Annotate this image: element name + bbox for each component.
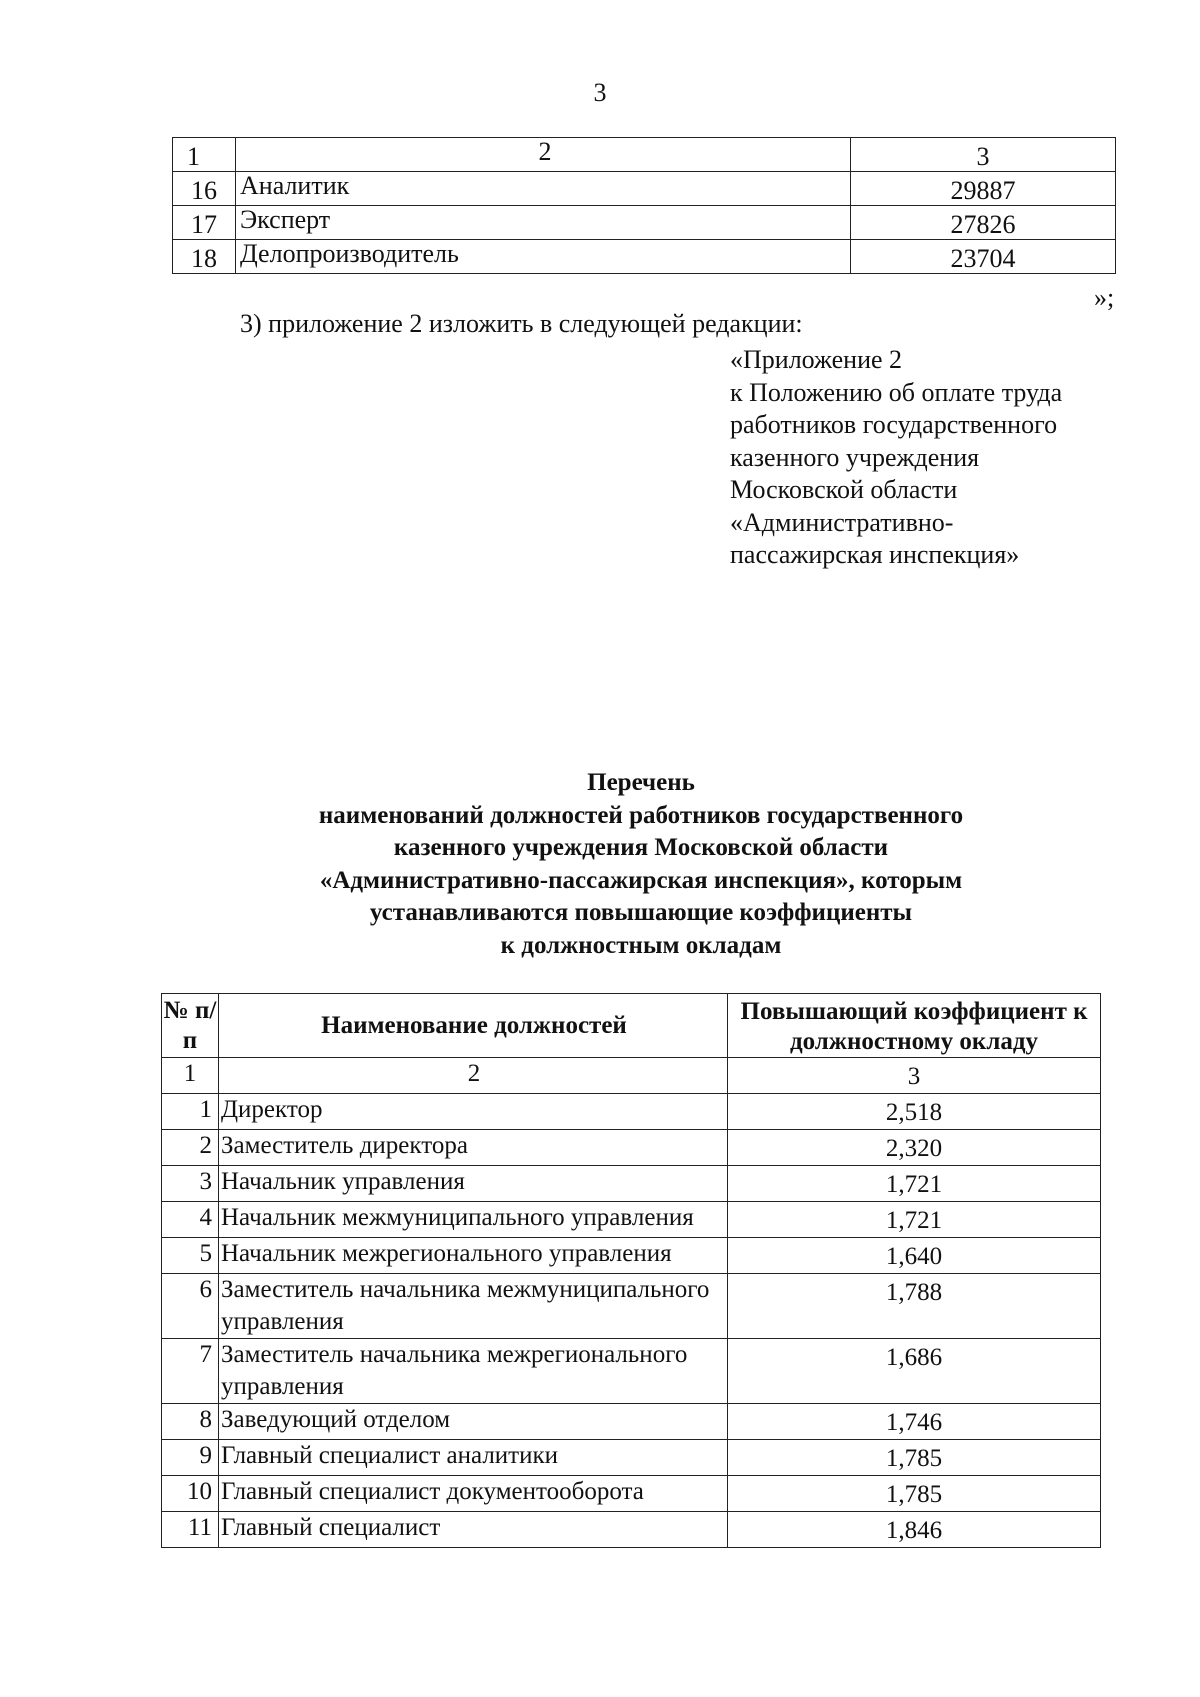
position-name: Заведующий отделом [219, 1404, 728, 1440]
table-row [162, 1339, 1101, 1404]
table-row [162, 1166, 1101, 1202]
heading-line: казенного учреждения Московской области [393, 834, 889, 861]
coefficient-value: 1,788 [728, 1274, 1101, 1339]
table-header-row [173, 138, 1116, 172]
coefficient-value: 1,846 [728, 1512, 1101, 1548]
header-coefficient: Повышающий коэффициент к должностному окладу [728, 994, 1101, 1058]
column-index-1: 1 [173, 138, 236, 172]
position-name: Главный специалист [219, 1512, 728, 1548]
row-number: 5 [162, 1238, 219, 1274]
amendment-instruction: 3) приложение 2 изложить в следующей редакции: [240, 309, 803, 338]
coefficient-value: 1,640 [728, 1238, 1101, 1274]
row-number: 6 [162, 1274, 219, 1339]
position-name: Директор [219, 1094, 728, 1130]
coefficient-value: 1,785 [728, 1440, 1101, 1476]
coefficient-value: 1,721 [728, 1202, 1101, 1238]
position-name: Заместитель начальника межмуниципального управления [219, 1274, 728, 1339]
heading-line: «Административно-пассажирская инспекция», которым [319, 866, 963, 894]
table-row [173, 206, 1116, 240]
table-header-row [162, 994, 1101, 1058]
appendix-line: Московской области [730, 475, 958, 504]
coefficient-value: 1,746 [728, 1404, 1101, 1440]
row-number: 11 [162, 1512, 219, 1548]
table-row [162, 1094, 1101, 1130]
table-row [173, 240, 1116, 274]
header-number: № п/п [162, 994, 219, 1058]
row-number: 8 [162, 1404, 219, 1440]
row-number: 18 [173, 240, 236, 274]
coefficient-value: 1,686 [728, 1339, 1101, 1404]
position-name: Аналитик [236, 172, 851, 206]
salary-value: 27826 [851, 206, 1116, 240]
appendix-line: «Административно- [730, 507, 954, 537]
table-row [162, 1440, 1101, 1476]
table-row [162, 1202, 1101, 1238]
appendix-line: к Положению об оплате труда [730, 377, 1063, 407]
row-number: 2 [162, 1130, 219, 1166]
position-name: Главный специалист документооборота [219, 1476, 728, 1512]
appendix-reference [730, 344, 1062, 572]
appendix-line: пассажирская инспекция» [730, 540, 1020, 569]
coefficient-value: 2,320 [728, 1130, 1101, 1166]
position-name: Заместитель директора [219, 1130, 728, 1166]
row-number: 1 [162, 1094, 219, 1130]
row-number: 3 [162, 1166, 219, 1202]
column-index-2: 2 [236, 138, 851, 172]
table-row [162, 1512, 1101, 1548]
row-number: 9 [162, 1440, 219, 1476]
table-row [162, 1404, 1101, 1440]
position-name: Начальник межрегионального управления [219, 1238, 728, 1274]
position-name: Начальник межмуниципального управления [219, 1202, 728, 1238]
heading-line: Перечень [587, 769, 695, 796]
heading-line: к должностным окладам [500, 931, 782, 959]
row-number: 10 [162, 1476, 219, 1512]
heading-line: наименований должностей работников государственного [318, 801, 964, 829]
table-row [162, 1238, 1101, 1274]
table-row [162, 1130, 1101, 1166]
document-heading [0, 767, 1200, 962]
row-number: 16 [173, 172, 236, 206]
row-number: 7 [162, 1339, 219, 1404]
coefficient-value: 2,518 [728, 1094, 1101, 1130]
closing-quote: »; [1094, 283, 1115, 312]
header-position-name: Наименование должностей [219, 994, 728, 1058]
table-row [173, 172, 1116, 206]
table-row [162, 1476, 1101, 1512]
salary-value: 23704 [851, 240, 1116, 274]
row-number: 17 [173, 206, 236, 240]
column-index-2: 2 [219, 1058, 728, 1094]
coefficient-value: 1,785 [728, 1476, 1101, 1512]
position-name: Эксперт [236, 206, 851, 240]
appendix-line: «Приложение 2 [730, 345, 903, 374]
coefficient-value: 1,721 [728, 1166, 1101, 1202]
page-number: 3 [593, 78, 607, 107]
position-name: Заместитель начальника межрегионального управления [219, 1339, 728, 1404]
appendix-line: казенного учреждения [730, 442, 980, 472]
position-name: Делопроизводитель [236, 240, 851, 274]
position-name: Начальник управления [219, 1166, 728, 1202]
salary-table-continuation [172, 137, 1116, 274]
appendix-line: работников государственного [730, 410, 1058, 439]
coefficients-table [161, 993, 1101, 1548]
column-index-3: 3 [728, 1058, 1101, 1094]
column-index-row [162, 1058, 1101, 1094]
heading-line: устанавливаются повышающие коэффициенты [369, 899, 913, 926]
position-name: Главный специалист аналитики [219, 1440, 728, 1476]
salary-value: 29887 [851, 172, 1116, 206]
table-row [162, 1274, 1101, 1339]
column-index-3: 3 [851, 138, 1116, 172]
column-index-1: 1 [162, 1058, 219, 1094]
row-number: 4 [162, 1202, 219, 1238]
